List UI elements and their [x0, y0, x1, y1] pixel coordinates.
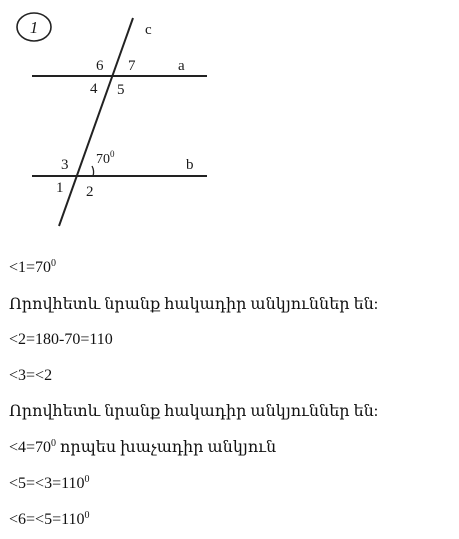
- label-angle-2: 2: [86, 184, 94, 200]
- problem-number: 1: [29, 18, 39, 37]
- geometry-figure: [0, 0, 230, 240]
- solution-line-1: $<1=70^0$: [9, 258, 57, 276]
- solution-line-3: <2=180-70=110: [9, 331, 113, 348]
- label-angle-7: 7: [128, 58, 136, 74]
- label-angle-70: $70^0$: [96, 149, 115, 167]
- label-angle-5: 5: [117, 82, 125, 98]
- solution-line-7: $<5=<3=110^0$: [9, 474, 90, 492]
- solution-line-5: Որովհետև նրանք հակադիր անկյուններ են:: [9, 403, 379, 420]
- label-angle-4: 4: [90, 81, 98, 97]
- label-angle-1: 1: [56, 180, 64, 196]
- angle-arc-70: [92, 166, 94, 176]
- solution-line-2: Որովհետև նրանք հակադիր անկյուններ են:: [9, 296, 379, 313]
- solution-line-4: <3=<2: [9, 367, 53, 384]
- solution-line-8: $<6=<5=110^0$: [9, 510, 90, 528]
- label-angle-3: 3: [61, 157, 69, 173]
- label-line-a: a: [178, 58, 185, 74]
- line-c-transversal: [59, 18, 133, 226]
- label-line-c: c: [145, 22, 152, 38]
- label-line-b: b: [186, 157, 194, 173]
- solution-line-6: $<4=70^0$ որպես խաչադիր անկյուն: [9, 438, 277, 456]
- label-angle-6: 6: [96, 58, 104, 74]
